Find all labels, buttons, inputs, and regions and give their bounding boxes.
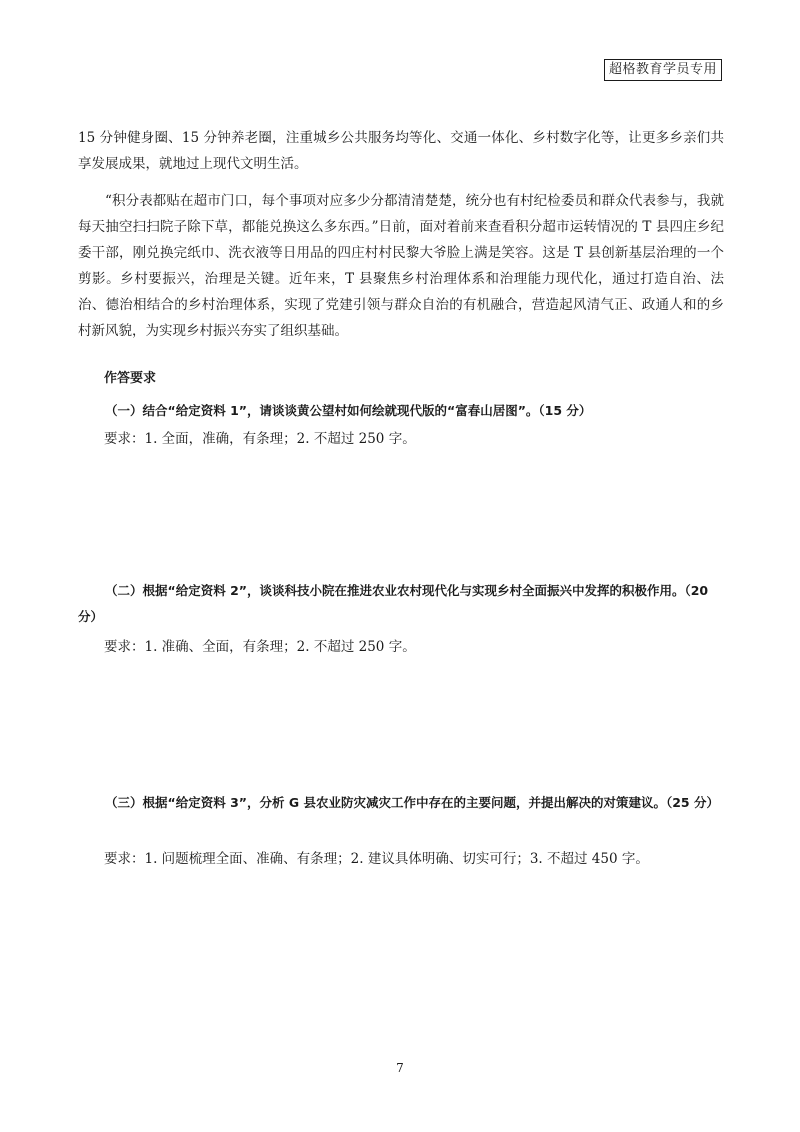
page-number: 7 [396,1061,404,1075]
material-paragraph-2: “积分表都贴在超市门口，每个事项对应多少分都清清楚楚，统分也有村纪检委员和群众代表参与，我就每天抽空扫扫院子除下草，都能兑换这么多东西。”日前，面对着前来查看积分超市运转情况的 T 县四庄乡纪委干部，刚兑换完纸巾、洗衣液等日用品的四庄村村民黎大爷脸上满是笑容。这是 T 县创新基层治理的一个剪影。乡村要振兴，治理是关键。近年来，T 县聚焦乡村治理体系和治理能力现代化，通过打造自治、法治、德治相结合的乡村治理体系，实现了党建引领与群众自治的有机融合，营造起风清气正、政通人和的乡村新风貌，为实现乡村振兴夯实了组织基础。 [78,193,724,339]
question-2-prompt: （二）根据“给定资料 2”，谈谈科技小院在推进农业农村现代化与实现乡村全面振兴中发挥的积极作用。（20 分） [78,583,709,624]
question-1-requirement: 要求：1. 全面，准确，有条理；2. 不超过 250 字。 [104,431,416,447]
answer-requirements-heading: 作答要求 [104,371,157,386]
question-3-requirement: 要求：1. 问题梳理全面、准确、有条理；2. 建议具体明确、切实可行；3. 不超过 450 字。 [104,851,649,867]
question-3-prompt: （三）根据“给定资料 3”，分析 G 县农业防灾减灾工作中存在的主要问题，并提出解决的对策建议。（25 分） [105,795,719,810]
watermark-stamp: 超格教育学员专用 [604,59,722,81]
question-1-prompt: （一）结合“给定资料 1”，请谈谈黄公望村如何绘就现代版的“富春山居图”。（15 分） [105,403,592,418]
material-paragraph-1: 15 分钟健身圈、15 分钟养老圈，注重城乡公共服务均等化、交通一体化、乡村数字化等，让更多乡亲们共享发展成果，就地过上现代文明生活。 [78,130,724,172]
question-2-requirement: 要求：1. 准确、全面，有条理；2. 不超过 250 字。 [104,639,416,655]
